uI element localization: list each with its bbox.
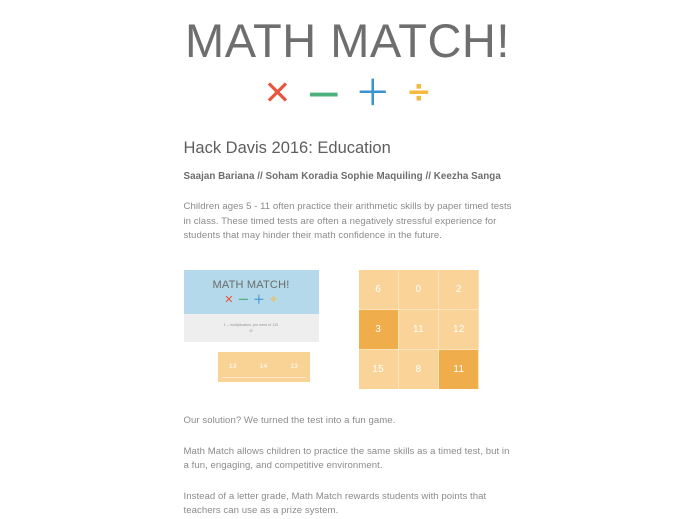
page-title: MATH MATCH! [185, 14, 510, 67]
outro-paragraph-2: Math Match allows children to practice the same skills as a timed test, but in a fun, engaging, and competitive environment. [183, 445, 510, 472]
minus-icon: — [308, 75, 340, 112]
app-prompt-question: 1 – multiplication, pro need of 119 [223, 322, 279, 327]
app-plus-icon: ＋ [253, 292, 265, 306]
grid-cell-selected[interactable]: 11 [439, 350, 478, 389]
figure-row [184, 270, 516, 389]
outro-section [184, 414, 516, 519]
app-mockup-title: MATH MATCH! [212, 278, 290, 291]
masthead [0, 0, 695, 113]
multiply-icon: ✕ [263, 73, 292, 113]
grid-cell[interactable]: 6 [359, 270, 398, 309]
outro-paragraph-1: Our solution? We turned the test into a fun game. [183, 414, 396, 426]
number-grid-figure [359, 270, 479, 389]
answer-bar-underline [222, 377, 306, 378]
grid-cell[interactable]: 11 [399, 310, 438, 349]
app-mockup-figure [184, 270, 319, 382]
app-divide-icon: ÷ [269, 293, 278, 305]
app-minus-icon: — [238, 293, 249, 305]
app-mockup-prompt [184, 314, 319, 342]
section-title: Hack Davis 2016: Education [183, 139, 391, 158]
app-multiply-icon: ✕ [224, 292, 234, 306]
app-mockup-operator-row [224, 294, 278, 305]
grid-cell[interactable]: 15 [359, 350, 398, 389]
number-grid [359, 270, 479, 389]
content-column [180, 138, 516, 519]
divide-icon: ÷ [406, 75, 432, 111]
app-answer-choice[interactable]: 13 [229, 363, 237, 371]
grid-cell[interactable]: 2 [439, 270, 478, 309]
grid-cell[interactable]: 8 [399, 350, 438, 389]
app-prompt-subtext: 40 [249, 328, 253, 333]
grid-cell[interactable]: 12 [439, 310, 478, 349]
app-mockup-header [184, 270, 319, 314]
app-answer-choice[interactable]: 14 [259, 363, 268, 371]
grid-cell[interactable]: 0 [399, 270, 438, 309]
operator-row [0, 73, 695, 113]
grid-cell-selected[interactable]: 3 [359, 310, 398, 349]
plus-icon: ＋ [356, 73, 390, 113]
author-byline: Saajan Bariana // Soham Koradia Sophie Maquiling // Keezha Sanga [183, 171, 501, 183]
app-answer-choice[interactable]: 13 [290, 363, 298, 371]
app-mockup-answer-bar[interactable] [218, 352, 310, 382]
outro-paragraph-3: Instead of a letter grade, Math Match rewards students with points that teachers can use as a prize system. [183, 490, 487, 517]
intro-paragraph: Children ages 5 - 11 often practice their arithmetic skills by paper timed tests in class. These timed tests are often a negatively stressful experience for students that may hinder their math confidence in the future. [183, 201, 512, 242]
